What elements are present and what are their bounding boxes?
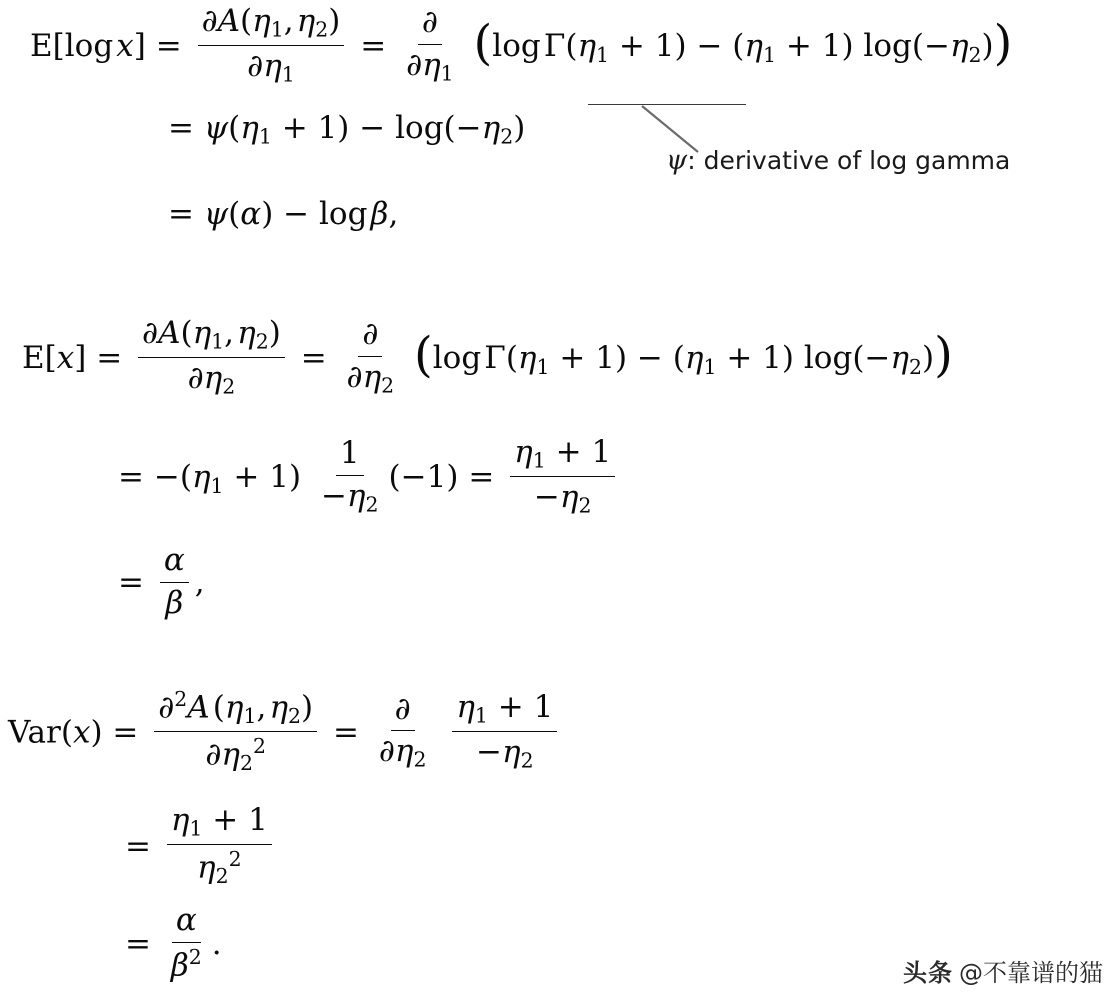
fraction-denominator [201, 732, 270, 775]
partial-symbol: ∂ [394, 690, 411, 727]
equation-variance-line-1 [8, 687, 563, 778]
fraction-numerator [172, 903, 201, 943]
comma-end: , [194, 564, 205, 601]
fraction-eta1-plus-1-over-eta2-squared [167, 803, 272, 889]
paren-open: ( [228, 196, 241, 232]
annotation-colon: : [687, 146, 696, 175]
operator-d-deta2 [343, 317, 399, 398]
paren-open: ( [388, 459, 401, 496]
log-operator: log [395, 110, 444, 146]
eta-index-2: 2 [908, 354, 922, 379]
eta-index-2: 2 [222, 374, 236, 399]
paren-close: ) [261, 196, 274, 232]
fraction-eta1-plus-1-over-minus-eta2 [510, 435, 615, 518]
number-one: 1 [248, 802, 268, 838]
eta-symbol: η [221, 736, 240, 773]
fraction-numerator: 1 [336, 436, 364, 476]
equals-sign: = [125, 828, 151, 865]
psi-function: ψ [203, 196, 229, 232]
fraction-dA-deta1 [198, 4, 345, 87]
paren-open: ( [852, 340, 865, 377]
alpha-symbol: α [175, 902, 197, 938]
paren-close: ) [781, 340, 795, 377]
partial-symbol: ∂ [187, 360, 204, 397]
eta-index-1: 1 [596, 42, 610, 67]
number-one: 1 [762, 340, 782, 377]
comma-sep: , [224, 315, 235, 351]
eta-symbol: η [949, 28, 969, 65]
paren-open: ( [732, 28, 745, 65]
exponent-two: 2 [253, 734, 267, 759]
equation-log-x-line-1: E[log x] = $\frac{\partial A(\eta_1, \eta_2)}{\partial\eta_1}$ = $\frac{\partial}{\partial\eta_1}$ (log $\Gamma(\eta_1 + 1) - (\eta_1 + 1)$ $\log(-\eta_2)$) [30, 3, 1013, 87]
fraction-d2A-deta2sq [154, 688, 317, 776]
equals-sign: = [118, 564, 144, 601]
eta-symbol: η [481, 110, 501, 146]
fraction-denominator [161, 583, 187, 622]
fraction-numerator [358, 317, 382, 357]
eta-symbol: η [517, 340, 537, 377]
comma-end: , [388, 196, 399, 232]
paren-open: ( [565, 28, 578, 65]
equals-sign: = [118, 459, 144, 496]
watermark [903, 953, 1103, 988]
partial-symbol: ∂ [346, 358, 363, 395]
paren-close: ) [301, 689, 314, 726]
fraction-alpha-over-beta-squared [167, 903, 206, 984]
minus-sign: − [359, 110, 386, 146]
eta-index-1: 1 [243, 703, 257, 728]
minus-sign: − [320, 477, 347, 514]
minus-sign: − [923, 28, 950, 65]
eta-symbol: η [502, 734, 521, 771]
bracket-close: ] [133, 28, 146, 65]
eta-index-2: 2 [500, 124, 514, 149]
equals-sign: = [125, 925, 151, 962]
operator-expectation: E [30, 28, 53, 65]
log-operator: log [432, 340, 482, 377]
fraction-denominator [530, 477, 596, 518]
eta-symbol: η [514, 434, 533, 470]
paren-open: ( [180, 315, 193, 351]
eta-index-2: 2 [365, 492, 379, 517]
operator-expectation: E [22, 340, 45, 377]
number-one: 1 [591, 434, 612, 470]
annotation-text [666, 145, 1010, 176]
paren-open: ( [228, 110, 241, 146]
eta-index-2: 2 [578, 493, 592, 518]
minus-sign: − [533, 479, 560, 516]
paren-open: ( [212, 689, 225, 726]
eta-symbol: η [192, 315, 212, 351]
eta-index-2: 2 [239, 751, 253, 776]
partial-symbol: ∂ [247, 48, 264, 85]
plus-sign: + [726, 340, 753, 377]
bracket-close: ] [74, 340, 87, 377]
eta-symbol: η [263, 48, 282, 85]
paren-close: ) [674, 28, 687, 65]
psi-function: ψ [203, 110, 229, 146]
fraction-numerator [452, 690, 557, 732]
paren-open: ( [179, 459, 192, 496]
fraction-numerator [154, 688, 317, 732]
fraction-dA-deta2 [138, 316, 285, 399]
fraction-denominator [184, 358, 240, 399]
eta-symbol: η [559, 479, 579, 516]
equation-expectation-x-line-3 [118, 542, 205, 623]
psi-icon: ψ [666, 145, 688, 176]
fraction-numerator [391, 692, 415, 732]
paren-close: ) [922, 340, 935, 377]
partial-symbol: ∂ [378, 733, 395, 770]
equals-sign: = [96, 340, 123, 377]
period-end: . [211, 925, 222, 962]
variable-x: x [72, 714, 91, 751]
paren-open: ( [60, 714, 73, 751]
eta-symbol: η [422, 46, 441, 83]
plus-sign: + [785, 28, 812, 65]
eta-index-1: 1 [532, 448, 546, 473]
plus-sign: + [497, 689, 524, 726]
fraction-numerator [510, 435, 615, 477]
equals-sign: = [168, 196, 194, 232]
beta-symbol: β [170, 946, 189, 983]
plus-sign: + [555, 434, 582, 470]
eta-symbol: η [296, 3, 316, 39]
partial-symbol: ∂ [362, 316, 379, 353]
minus-sign: − [864, 340, 891, 377]
partial-symbol: ∂ [406, 46, 423, 83]
fraction-denominator [402, 45, 458, 86]
variable-x: x [116, 28, 134, 65]
equals-sign: = [468, 459, 495, 496]
exponent-two: 2 [174, 687, 188, 711]
log-operator: log [863, 28, 912, 65]
equals-sign: = [168, 110, 194, 146]
eta-symbol: η [252, 3, 271, 39]
eta-index-2: 2 [215, 864, 229, 889]
watermark-handle: @不靠谱的猫 [959, 959, 1103, 987]
eta-symbol: η [224, 689, 244, 726]
bracket-open: [ [52, 28, 65, 65]
paren-close: ) [268, 315, 281, 351]
minus-sign: − [400, 459, 427, 496]
minus-sign: − [153, 459, 180, 496]
paren-close: ) [841, 28, 854, 65]
paren-close: ) [337, 110, 350, 146]
eta-symbol: η [744, 28, 763, 65]
minus-sign: − [636, 340, 663, 377]
fraction-denominator [472, 732, 538, 773]
eta-symbol: η [191, 459, 211, 496]
equation-variance-line-3 [125, 902, 222, 986]
eta-index-2: 2 [315, 17, 329, 42]
eta-index-1: 1 [211, 329, 225, 354]
fraction-denominator [167, 943, 206, 984]
paren-open: ( [672, 340, 685, 377]
eta-symbol: η [394, 733, 414, 770]
number-one: 1 [426, 459, 447, 496]
eta-index-2: 2 [288, 703, 302, 728]
alpha-symbol: α [163, 542, 185, 578]
gamma-function: Γ [484, 340, 506, 377]
fraction-numerator [198, 4, 345, 46]
minus-sign: − [455, 110, 482, 146]
fraction-numerator [167, 803, 272, 845]
number-one: 1 [317, 110, 338, 146]
eta-symbol: η [197, 849, 216, 886]
fraction-denominator [317, 476, 383, 517]
equation-expectation-x-line-1: E[x] = $\frac{\partial A(\eta_1, \eta_2)}{\partial\eta_2}$ = $\frac{\partial}{\partial\eta_2}$ (log $\Gamma(\eta_1 + 1) - (\eta_1 + 1)$ $\log(-\eta_2)$) [22, 315, 953, 399]
eta-symbol: η [269, 689, 289, 726]
eta-symbol: η [890, 340, 909, 377]
partial-symbol: ∂ [421, 4, 438, 41]
eta-index-1: 1 [281, 62, 295, 87]
paren-close: ) [328, 3, 341, 39]
minus-sign: − [283, 196, 310, 232]
partial-symbol: ∂ [158, 689, 175, 726]
eta-symbol: η [203, 360, 223, 397]
equation-variance-line-2 [125, 802, 278, 891]
eta-index-1: 1 [703, 354, 717, 379]
eta-symbol: η [684, 340, 704, 377]
plus-sign: + [281, 110, 308, 146]
eta-symbol: η [456, 689, 475, 726]
plus-sign: + [212, 802, 239, 838]
fraction-numerator [160, 543, 189, 583]
number-one: 1 [595, 340, 615, 377]
annotation-label: derivative of log gamma [703, 146, 1011, 175]
exponent-two: 2 [228, 847, 242, 872]
alpha-symbol: α [240, 196, 262, 232]
equals-sign: = [333, 714, 359, 751]
equation-log-x-line-2 [168, 110, 525, 149]
eta-index-2: 2 [413, 747, 427, 772]
fraction-denominator [243, 46, 299, 87]
variable-x: x [56, 340, 75, 377]
watermark-logo: 头条 [903, 958, 953, 987]
eta-index-1: 1 [536, 354, 550, 379]
comma-sep: , [283, 3, 294, 39]
equals-sign: = [300, 340, 327, 377]
log-operator: log [492, 28, 541, 65]
paren-open: ( [443, 110, 456, 146]
fraction-alpha-over-beta [160, 543, 189, 621]
fraction-denominator [193, 845, 246, 888]
eta-index-2: 2 [520, 749, 534, 774]
paren-close: ) [446, 459, 459, 496]
operator-d-deta1 [402, 5, 458, 86]
plus-sign: + [233, 459, 260, 496]
paren-open: ( [911, 28, 924, 65]
plus-sign: + [559, 340, 586, 377]
gamma-function: Γ [543, 28, 566, 65]
fraction-numerator [418, 5, 442, 45]
minus-sign: − [696, 28, 723, 65]
exponent-two: 2 [188, 944, 202, 969]
function-A: A [158, 315, 181, 351]
beta-symbol: β [370, 196, 389, 232]
eta-symbol: η [362, 358, 382, 395]
eta-index-2: 2 [255, 329, 269, 354]
eta-index-1: 1 [474, 703, 488, 728]
number-one: 1 [654, 28, 675, 65]
comma-sep: , [256, 689, 267, 726]
paren-close: ) [513, 110, 526, 146]
fraction-eta1-plus-1-over-minus-eta2 [452, 690, 557, 773]
eta-index-1: 1 [210, 473, 224, 498]
eta-index-1: 1 [440, 61, 454, 86]
eta-symbol: η [346, 477, 366, 514]
paren-close: ) [288, 459, 302, 496]
paren-open: ( [240, 3, 253, 39]
eta-index-1: 1 [762, 42, 776, 67]
plus-sign: + [618, 28, 645, 65]
number-one: 1 [533, 689, 554, 726]
function-A: A [187, 689, 210, 726]
equation-expectation-x-line-2 [118, 434, 621, 520]
fraction-one-over-minus-eta2 [317, 436, 383, 517]
equals-sign: = [155, 28, 182, 65]
partial-symbol: ∂ [205, 736, 222, 773]
partial-symbol: ∂ [201, 3, 218, 39]
log-operator: log [64, 28, 114, 65]
eta-index-2: 2 [968, 42, 982, 67]
fraction-denominator [343, 357, 399, 398]
beta-symbol: β [165, 584, 184, 621]
operator-d-deta2 [375, 692, 431, 773]
partial-symbol: ∂ [142, 315, 159, 351]
equals-sign: = [360, 28, 387, 65]
minus-sign: − [476, 734, 503, 771]
paren-open: ( [505, 340, 518, 377]
fraction-numerator [138, 316, 285, 358]
equals-sign: = [112, 714, 139, 751]
eta-symbol: η [577, 28, 597, 65]
operator-variance: Var [8, 714, 61, 751]
paren-close: ) [614, 340, 628, 377]
paren-close: ) [981, 28, 994, 65]
function-A: A [217, 3, 240, 39]
eta-index-2: 2 [381, 373, 395, 398]
fraction-denominator [375, 731, 431, 772]
eta-symbol: η [237, 315, 256, 351]
eta-index-1: 1 [270, 17, 284, 42]
paren-close: ) [90, 714, 103, 751]
number-one: 1 [269, 459, 289, 496]
number-one: 1 [821, 28, 842, 65]
log-operator: log [803, 340, 853, 377]
eta-index-1: 1 [189, 816, 203, 841]
eta-symbol: η [240, 110, 259, 146]
log-operator: log [319, 196, 368, 232]
eta-index-1: 1 [258, 124, 272, 149]
equation-log-x-line-3 [168, 196, 398, 232]
eta-symbol: η [170, 802, 190, 838]
bracket-open: [ [44, 340, 57, 377]
